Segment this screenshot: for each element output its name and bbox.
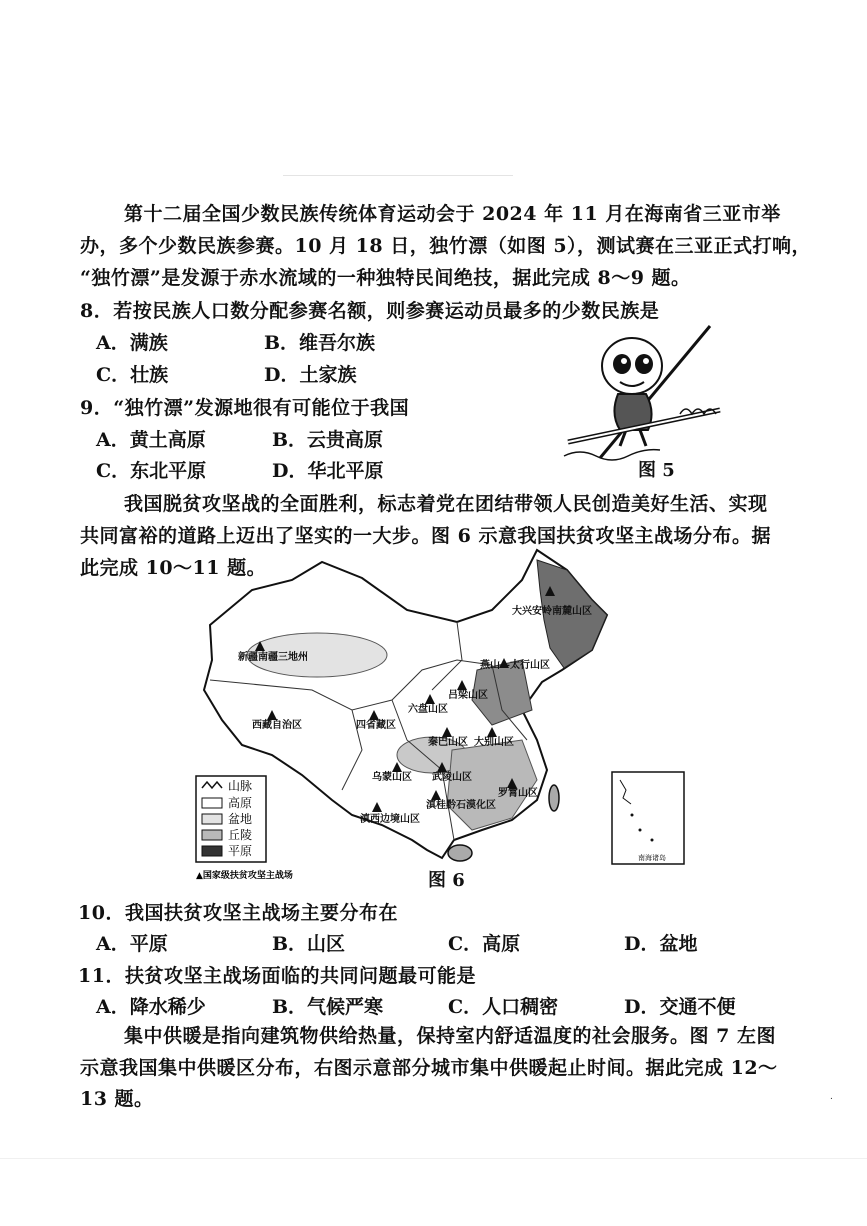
question-11-option-b[interactable]: B．气候严寒 [272,996,384,1018]
question-8-option-c[interactable]: C．壮族 [96,364,169,386]
question-10-option-c[interactable]: C．高原 [448,933,521,955]
question-11-option-d[interactable]: D．交通不便 [624,996,736,1018]
taiwan-island [549,785,559,811]
question-8-option-b[interactable]: B．维吾尔族 [264,332,376,354]
question-8-stem: 8．若按民族人口数分配参赛名额，则参赛运动员最多的少数民族是 [80,300,660,322]
question-10-option-a[interactable]: A．平原 [96,933,168,955]
label-dianxi: 滇西边境山区 [360,814,420,825]
passage2-line2: 共同富裕的道路上迈出了坚实的一大步。图 6 示意我国扶贫攻坚主战场分布。据 [80,525,771,547]
legend-basin: 盆地 [228,812,253,826]
question-9-option-d[interactable]: D．华北平原 [272,460,384,482]
question-11-stem: 11．扶贫攻坚主战场面临的共同问题最可能是 [78,965,476,987]
legend-note: ▲国家级扶贫攻坚主战场 [196,871,293,881]
passage3-line1: 集中供暖是指向建筑物供给热量，保持室内舒适温度的社会服务。图 7 左图 [124,1025,776,1047]
label-daxinganling: 大兴安岭南麓山区 [512,606,592,617]
legend-plateau: 高原 [228,796,253,810]
passage3-line2: 示意我国集中供暖区分布，右图示意部分城市集中供暖起止时间。据此完成 12～ [80,1057,778,1079]
top-divider [283,175,513,176]
label-wumeng: 乌蒙山区 [372,772,412,783]
legend-plain: 平原 [228,844,253,858]
passage1-line3: “独竹漂”是发源于赤水流域的一种独特民间绝技，据此完成 8～9 题。 [80,267,691,289]
inset-label: 南海诸岛 [638,854,666,862]
label-dabie: 大别山区 [474,737,514,748]
label-xizang: 西藏自治区 [252,720,302,731]
south-china-sea-inset [612,772,684,864]
passage2-line1: 我国脱贫攻坚战的全面胜利，标志着党在团结带领人民创造美好生活、实现 [124,493,768,515]
label-qinba: 秦巴山区 [428,737,468,748]
figure-6-caption: 图 6 [428,870,465,891]
legend-mountains: 山脉 [228,779,253,793]
question-10-stem: 10．我国扶贫攻坚主战场主要分布在 [78,902,398,924]
question-9-stem: 9．“独竹漂”发源地很有可能位于我国 [80,397,410,419]
question-9-option-a[interactable]: A．黄土高原 [96,429,206,451]
page-speck: . [830,1092,833,1102]
label-lvliang: 吕梁山区 [448,690,488,701]
passage1-line2: 办，多个少数民族参赛。10 月 18 日，独竹漂（如图 5），测试赛在三亚正式打响， [80,235,812,257]
question-10-option-d[interactable]: D．盆地 [624,933,698,955]
figure-5-caption: 图 5 [638,460,675,481]
passage3-line3: 13 题。 [80,1088,154,1110]
question-9-option-c[interactable]: C．东北平原 [96,460,207,482]
label-luoxiao: 罗霄山区 [498,788,538,799]
southern-hills [447,740,537,830]
figure-6-map [192,540,712,885]
passage2-line3: 此完成 10～11 题。 [80,557,267,579]
figure-5-illustration [560,318,730,468]
label-dian-gui-qian: 滇桂黔石漠化区 [426,800,496,811]
question-8-option-a[interactable]: A．满族 [96,332,168,354]
label-sisheng-zangqu: 四省藏区 [356,720,396,731]
label-xinjiang: 新疆南疆三地州 [238,652,308,663]
question-11-option-a[interactable]: A．降水稀少 [96,996,206,1018]
question-10-option-b[interactable]: B．山区 [272,933,346,955]
hainan-island [448,845,472,861]
question-9-option-b[interactable]: B．云贵高原 [272,429,384,451]
label-wuling: 武陵山区 [432,772,472,783]
map-legend [196,776,293,881]
question-8-option-d[interactable]: D．土家族 [264,364,357,386]
label-liupan: 六盘山区 [408,704,448,715]
legend-hills: 丘陵 [228,828,253,842]
label-yanshan-taihang: 燕山—太行山区 [480,660,550,671]
question-11-option-c[interactable]: C．人口稠密 [448,996,559,1018]
passage1-line1: 第十二届全国少数民族传统体育运动会于 2024 年 11 月在海南省三亚市举 [124,203,781,225]
bottom-divider [0,1158,867,1159]
